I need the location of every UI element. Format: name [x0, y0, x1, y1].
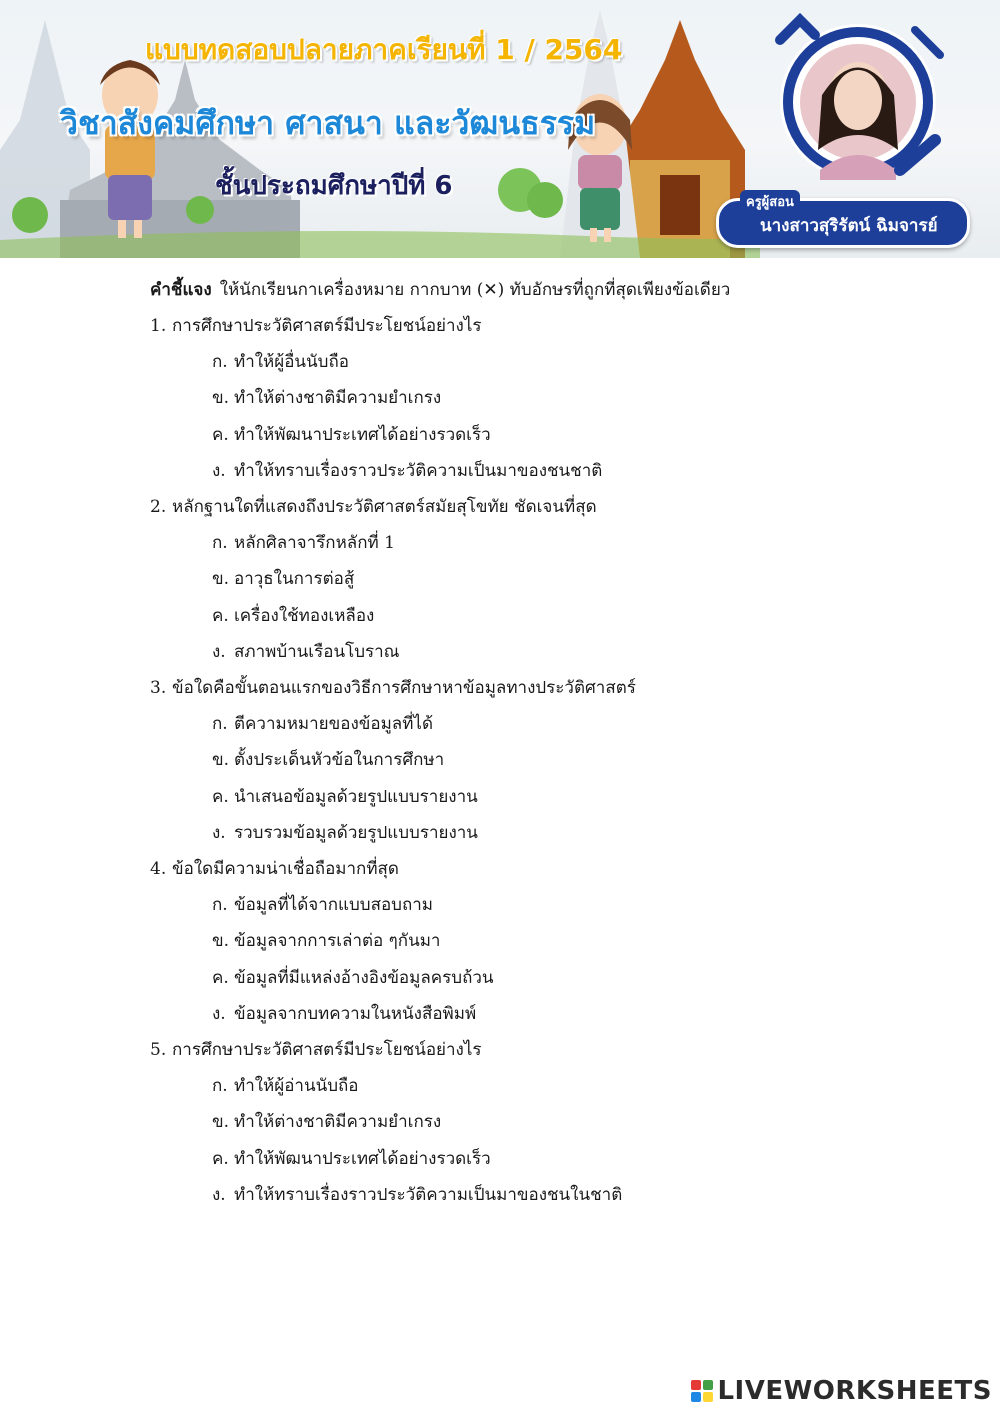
- instruction-label: คำชี้แจง: [150, 280, 212, 300]
- choice-option[interactable]: ค. ทำให้พัฒนาประเทศได้อย่างรวดเร็ว: [212, 1149, 491, 1169]
- liveworksheets-logo[interactable]: [691, 1377, 992, 1405]
- choice-option[interactable]: ค. ข้อมูลที่มีแหล่งอ้างอิงข้อมูลครบถ้วน: [212, 968, 494, 988]
- choice-option[interactable]: ง. ทำให้ทราบเรื่องราวประวัติความเป็นมาของชนชาติ: [212, 461, 603, 481]
- teacher-photo: [780, 20, 940, 180]
- logo-text: LIVEWORKSHEETS: [717, 1376, 992, 1406]
- instruction-text-before: ให้นักเรียนกาเครื่องหมาย กากบาท (: [219, 280, 484, 300]
- question-text: 4. ข้อใดมีความน่าเชื่อถือมากที่สุด: [150, 859, 399, 879]
- choice-option[interactable]: ก. ตีความหมายของข้อมูลที่ได้: [212, 714, 434, 734]
- choice-option[interactable]: ง. รวบรวมข้อมูลด้วยรูปแบบรายงาน: [212, 823, 478, 843]
- choice-option[interactable]: ข. ตั้งประเด็นหัวข้อในการศึกษา: [212, 750, 445, 770]
- choice-option[interactable]: ข. ทำให้ต่างชาติมีความยำเกรง: [212, 1112, 442, 1132]
- choice-option[interactable]: ข. อาวุธในการต่อสู้: [212, 569, 355, 589]
- choice-option[interactable]: ง. ข้อมูลจากบทความในหนังสือพิมพ์: [212, 1004, 477, 1024]
- teacher-role-label: ครูผู้สอน: [740, 190, 800, 213]
- exam-title: แบบทดสอบปลายภาคเรียนที่ 1 / 2564: [145, 33, 623, 66]
- choice-option[interactable]: ข. ทำให้ต่างชาติมีความยำเกรง: [212, 388, 442, 408]
- grade-title: ชั้นประถมศึกษาปีที่ 6: [215, 171, 453, 201]
- cross-mark-icon: ✕: [483, 280, 498, 300]
- instruction-text-after: ) ทับอักษรที่ถูกที่สุดเพียงข้อเดียว: [497, 280, 731, 300]
- liveworksheets-logo-icon: [691, 1380, 713, 1402]
- question-text: 1. การศึกษาประวัติศาสตร์มีประโยชน์อย่างไร: [150, 316, 482, 336]
- teacher-name: นางสาวสุริรัตน์ ฉิมจารย์: [760, 216, 938, 236]
- question-text: 2. หลักฐานใดที่แสดงถึงประวัติศาสตร์สมัยสุโขทัย ชัดเจนที่สุด: [150, 497, 597, 517]
- choice-option[interactable]: ค. เครื่องใช้ทองเหลือง: [212, 606, 375, 626]
- instruction-line: [150, 276, 730, 303]
- choice-option[interactable]: ง. ทำให้ทราบเรื่องราวประวัติความเป็นมาของชนในชาติ: [212, 1185, 623, 1205]
- choice-option[interactable]: ง. สภาพบ้านเรือนโบราณ: [212, 642, 400, 662]
- choice-option[interactable]: ค. นำเสนอข้อมูลด้วยรูปแบบรายงาน: [212, 787, 478, 807]
- choice-option[interactable]: ก. ทำให้ผู้อ่านนับถือ: [212, 1076, 359, 1096]
- question-text: 3. ข้อใดคือขั้นตอนแรกของวิธีการศึกษาหาข้อมูลทางประวัติศาสตร์: [150, 678, 636, 698]
- choice-option[interactable]: ก. หลักศิลาจารึกหลักที่ 1: [212, 533, 395, 553]
- boy-character-icon: [100, 60, 160, 238]
- choice-option[interactable]: ข. ข้อมูลจากการเล่าต่อ ๆกันมา: [212, 931, 441, 951]
- subject-title: วิชาสังคมศึกษา ศาสนา และวัฒนธรรม: [60, 104, 596, 142]
- choice-option[interactable]: ค. ทำให้พัฒนาประเทศได้อย่างรวดเร็ว: [212, 425, 491, 445]
- choice-option[interactable]: ก. ทำให้ผู้อื่นนับถือ: [212, 352, 349, 372]
- header-banner: [0, 0, 1000, 258]
- choice-option[interactable]: ก. ข้อมูลที่ได้จากแบบสอบถาม: [212, 895, 434, 915]
- question-text: 5. การศึกษาประวัติศาสตร์มีประโยชน์อย่างไร: [150, 1040, 482, 1060]
